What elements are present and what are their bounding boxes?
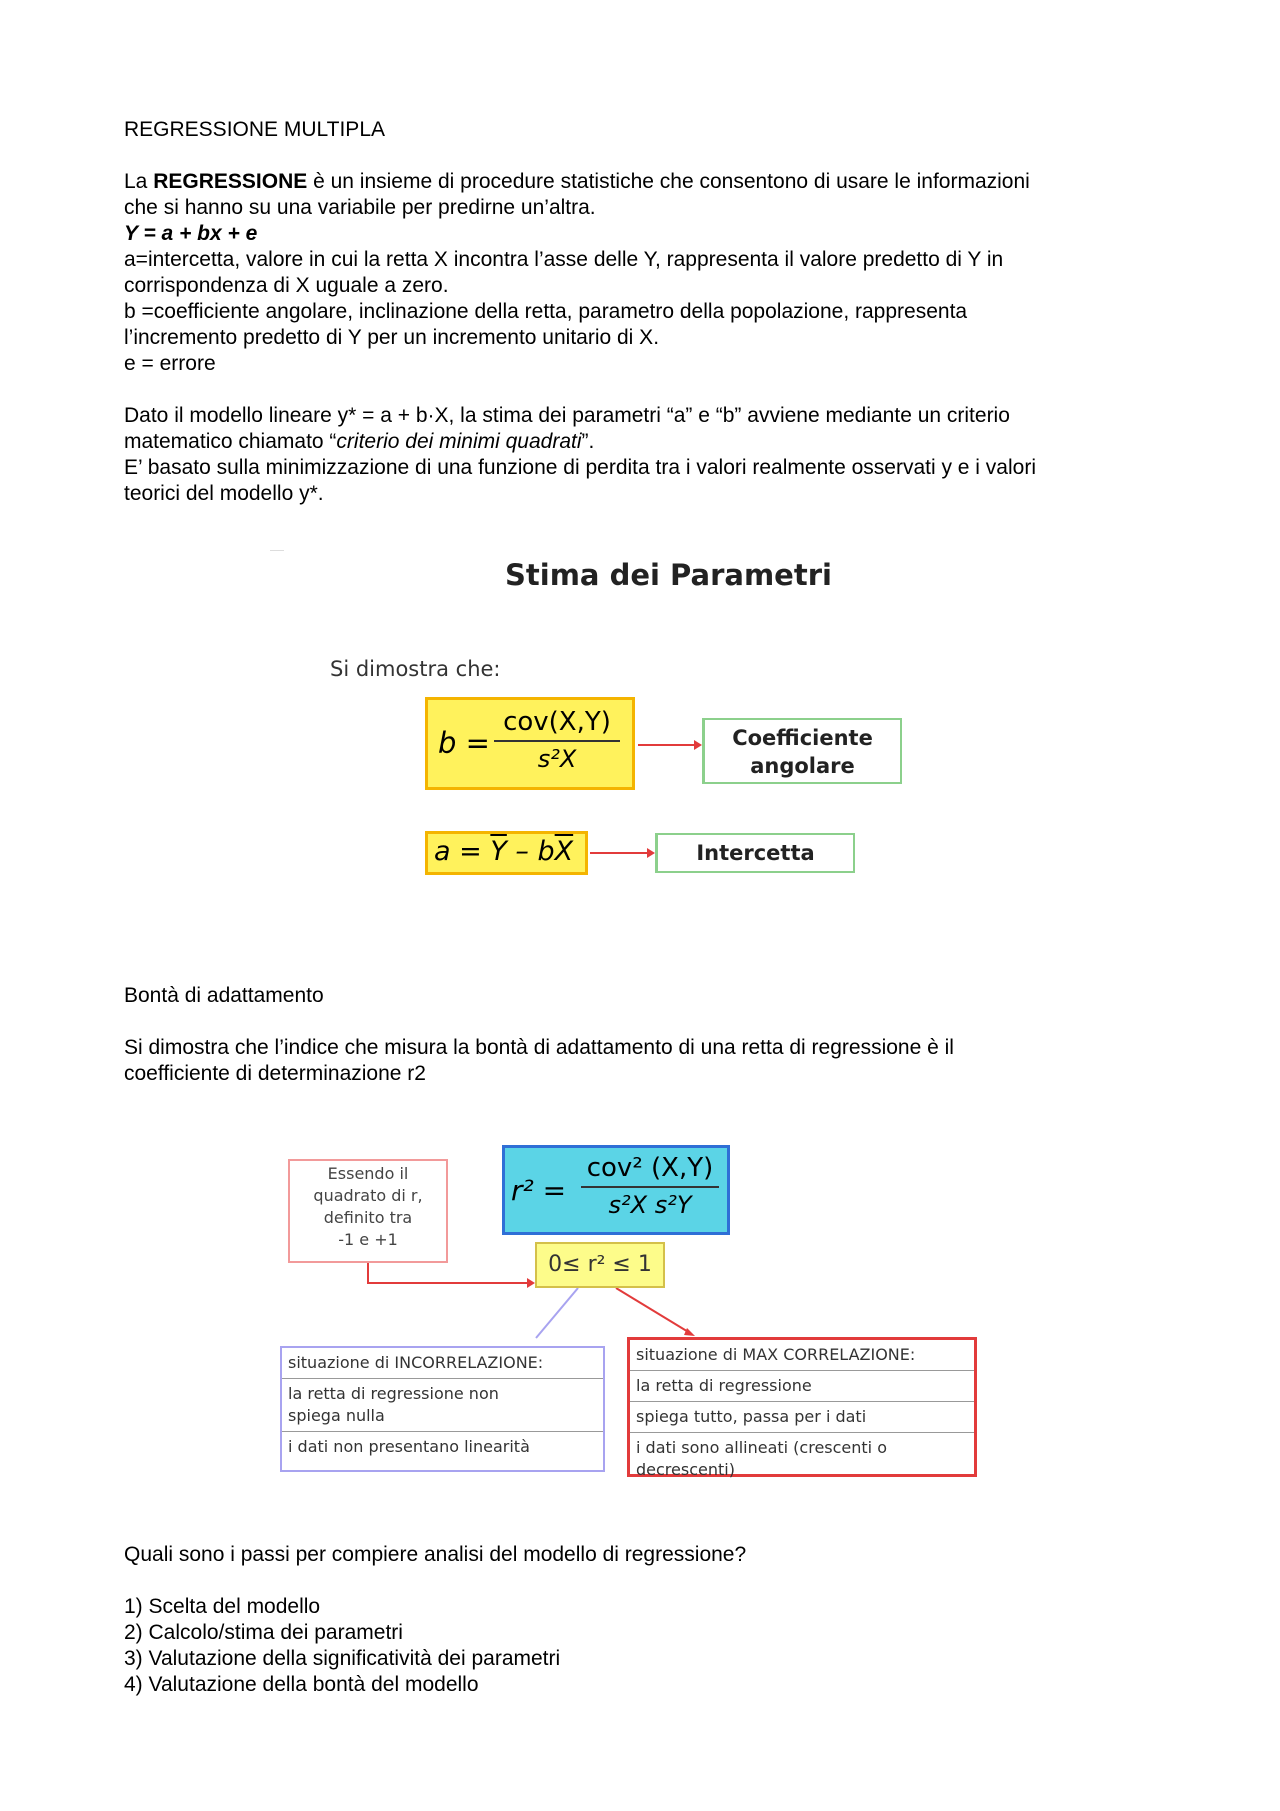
- divider: [630, 1432, 974, 1433]
- step-item: 2) Calcolo/stima dei parametri: [124, 1621, 403, 1644]
- r-square-denominator: s²X s²Y: [608, 1191, 692, 1219]
- pink-to-inequality-arrow: [368, 1263, 527, 1283]
- right-connector: [616, 1288, 690, 1333]
- slope-lhs: b =: [438, 726, 490, 760]
- least-squares-term: criterio dei minimi quadrati: [336, 430, 582, 453]
- max-correlation-box: [627, 1337, 977, 1477]
- r-square-fraction: [575, 1152, 725, 1220]
- max-correlation-line-4: decrescenti): [636, 1460, 735, 1479]
- r-square-range-box: 0≤ r² ≤ 1: [535, 1242, 665, 1288]
- intro-text-pre: La: [124, 170, 154, 193]
- determination-coefficient-figure: [280, 1145, 980, 1485]
- intro-text-post: è un insieme di procedure statistiche che consentono di usare le informazioni: [307, 170, 1030, 193]
- intercept-definition-2: corrispondenza di X uguale a zero.: [124, 274, 449, 297]
- max-correlation-line-2: spiega tutto, passa per i dati: [636, 1407, 867, 1426]
- max-correlation-title: situazione di MAX CORRELAZIONE:: [636, 1345, 916, 1364]
- slope-definition-2: l’incremento predetto di Y per un incremento unitario di X.: [124, 326, 660, 349]
- model-line-1: Dato il modello lineare y* = a + b·X, la stima dei parametri “a” e “b” avviene mediante un criterio: [124, 404, 1010, 427]
- fit-line-1: Si dimostra che l’indice che misura la bontà di adattamento di una retta di regressione è il: [124, 1036, 954, 1059]
- intercept-label-box: Intercetta: [655, 833, 855, 873]
- figure1-arrows: [270, 540, 930, 880]
- goodness-of-fit-section: [124, 983, 1174, 1087]
- fraction-bar: [581, 1186, 719, 1188]
- slope-arrowhead: [694, 740, 702, 750]
- step-item: 1) Scelta del modello: [124, 1595, 321, 1618]
- intercept-formula: $a = \overline{Y} - b\overline{X}$: [434, 836, 574, 867]
- r-square-formula-box: [502, 1145, 730, 1235]
- intro-bold-term: REGRESSIONE: [153, 170, 308, 193]
- figure-subtitle: Si dimostra che:: [330, 657, 501, 681]
- max-correlation-line-1: la retta di regressione: [636, 1376, 812, 1395]
- model-line-3: E’ basato sulla minimizzazione di una funzione di perdita tra i valori realmente osservati y e i valori: [124, 456, 1036, 479]
- intro-line-2: che si hanno su una variabile per predirne un’altra.: [124, 196, 596, 219]
- r-square-note-box: [288, 1159, 448, 1263]
- slope-label-box: [702, 718, 902, 784]
- slope-numerator: cov(X,Y): [503, 707, 611, 737]
- no-correlation-title: situazione di INCORRELAZIONE:: [288, 1353, 544, 1372]
- analysis-steps-section: [124, 1542, 1124, 1698]
- note-line-2: quadrato di r,: [313, 1186, 423, 1205]
- step-item: 3) Valutazione della significatività dei parametri: [124, 1647, 561, 1670]
- r-square-numerator: cov² (X,Y): [586, 1153, 714, 1183]
- no-correlation-line-1: la retta di regressione non: [288, 1384, 499, 1403]
- divider: [630, 1370, 974, 1371]
- fit-line-2: coefficiente di determinazione r2: [124, 1062, 426, 1085]
- document-body: [124, 117, 1174, 507]
- step-item: 4) Valutazione della bontà del modello: [124, 1673, 479, 1696]
- no-correlation-box: [280, 1346, 605, 1472]
- divider: [630, 1401, 974, 1402]
- steps-question: Quali sono i passi per compiere analisi del modello di regressione?: [124, 1543, 747, 1566]
- intercept-definition-1: a=intercetta, valore in cui la retta X incontra l’asse delle Y, rappresenta il valore predetto di Y in: [124, 248, 1004, 271]
- figure-title: Stima dei Parametri: [505, 558, 832, 592]
- regression-formula: Y = a + bx + e: [124, 222, 258, 245]
- note-line-4: -1 e +1: [338, 1230, 398, 1249]
- slope-definition-1: b =coefficiente angolare, inclinazione della retta, parametro della popolazione, rappresenta: [124, 300, 968, 323]
- pink-arrowhead: [527, 1278, 535, 1288]
- model-line-4: teorici del modello y*.: [124, 482, 324, 505]
- error-definition: e = errore: [124, 352, 216, 375]
- divider: [282, 1431, 603, 1432]
- slope-denominator: s²X: [537, 745, 577, 773]
- no-correlation-line-2: spiega nulla: [288, 1406, 385, 1425]
- left-connector: [536, 1288, 578, 1338]
- no-correlation-line-3: i dati non presentano linearità: [288, 1437, 530, 1456]
- r-square-lhs: r² =: [511, 1174, 567, 1207]
- fit-title: Bontà di adattamento: [124, 984, 324, 1007]
- intercept-arrowhead: [647, 848, 655, 858]
- max-correlation-line-3: i dati sono allineati (crescenti o: [636, 1438, 887, 1457]
- note-line-3: definito tra: [323, 1208, 413, 1227]
- model-line-2: matematico chiamato “criterio dei minimi quadrati”.: [124, 430, 595, 453]
- note-line-1: Essendo il: [327, 1164, 409, 1183]
- intro-paragraph: [124, 169, 1174, 195]
- intercept-formula-box: [425, 831, 588, 875]
- slope-label-line-1: Coefficiente: [732, 726, 873, 750]
- parameter-estimation-figure: [270, 540, 930, 880]
- document-heading: REGRESSIONE MULTIPLA: [124, 118, 386, 141]
- divider: [282, 1378, 603, 1379]
- slope-label-line-2: angolare: [750, 754, 855, 778]
